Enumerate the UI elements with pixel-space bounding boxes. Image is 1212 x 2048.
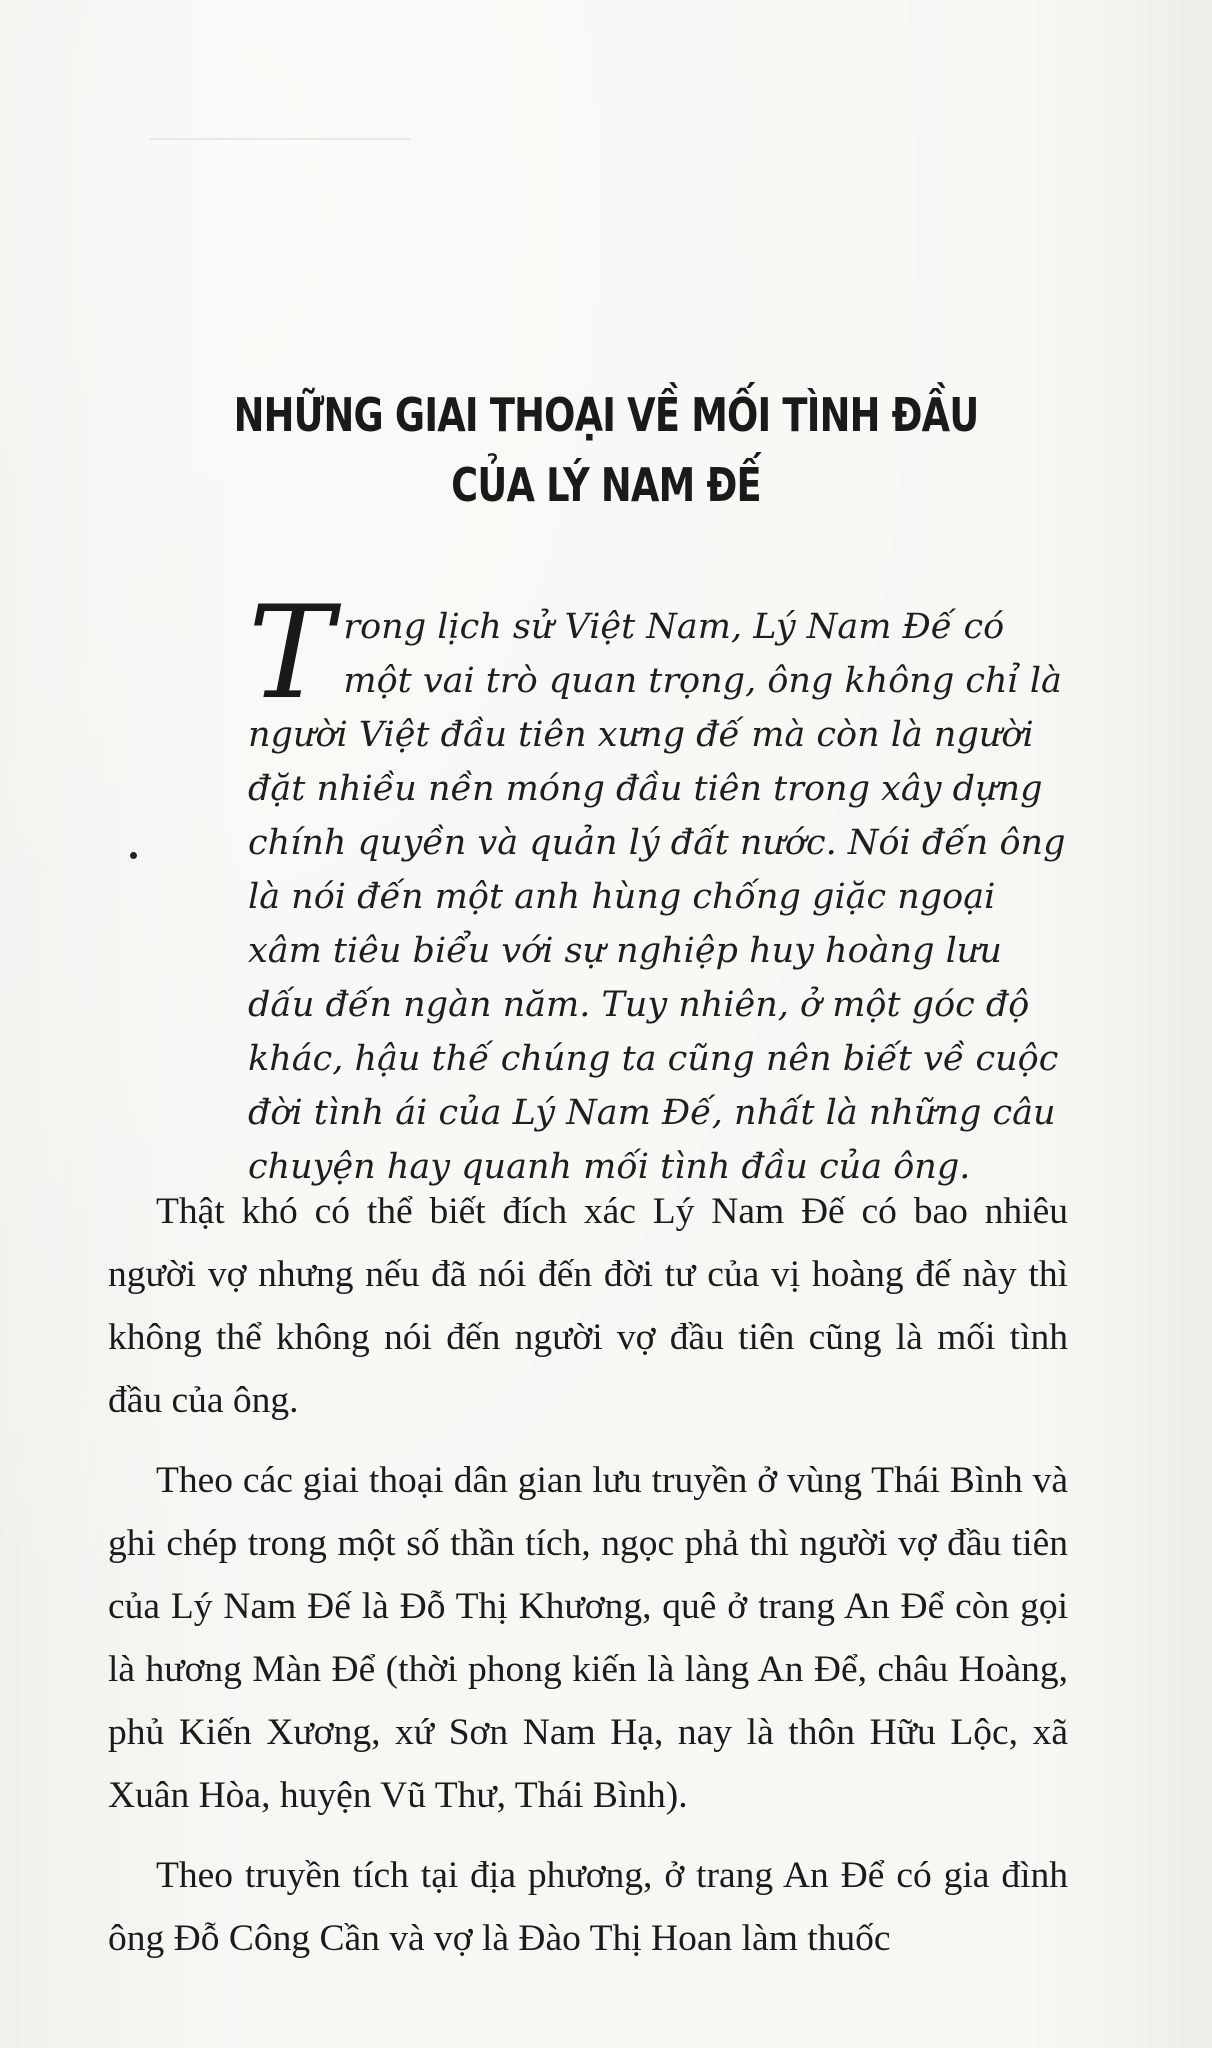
drop-cap: T [248, 579, 334, 728]
body-paragraph-3: Theo truyền tích tại địa phương, ở trang An Để có gia đình ông Đỗ Công Cần và vợ là Đào Thị Hoan làm thuốc [108, 1855, 1068, 1959]
body-paragraph-1: Thật khó có thể biết đích xác Lý Nam Đế có bao nhiêu người vợ nhưng nếu đã nói đến đời tư của vị hoàng đế này thì không thể không nói đến người vợ đầu tiên cũng là mối tình đầu của ông. [108, 1191, 1068, 1421]
intro-paragraph [248, 579, 1078, 1194]
chapter-title-line-2: CỦA LÝ NAM ĐẾ [451, 458, 761, 512]
intro-text: rong lịch sử Việt Nam, Lý Nam Đế có một vai trò quan trọng, ông không chỉ là người Việt đầu tiên xưng đế mà còn là người đặt nhiều nền móng đầu tiên trong xây dựng chính quyền và quản lý đất nước. Nói đến ông là nói đến một anh hùng chống giặc ngoại xâm tiêu biểu với sự nghiệp huy hoàng lưu dấu đến ngàn năm. Tuy nhiên, ở một góc độ khác, hậu thế chúng ta cũng nên biết về cuộc đời tình ái của Lý Nam Đế, nhất là những câu chuyện hay quanh mối tình đầu của ông. [248, 607, 1066, 1187]
bleed-through-mark [150, 138, 410, 140]
body-paragraph-2: Theo các giai thoại dân gian lưu truyền ở vùng Thái Bình và ghi chép trong một số thần tích, ngọc phả thì người vợ đầu tiên của Lý Nam Đế là Đỗ Thị Khương, quê ở trang An Để còn gọi là hương Màn Để (thời phong kiến là làng An Để, châu Hoàng, phủ Kiến Xương, xứ Sơn Nam Hạ, nay là thôn Hữu Lộc, xã Xuân Hòa, huyện Vũ Thư, Thái Bình). [108, 1460, 1068, 1816]
body-text [108, 1180, 1068, 1987]
chapter-title-line-1: NHỮNG GIAI THOẠI VỀ MỐI TÌNH ĐẦU [233, 388, 979, 442]
margin-dot [130, 852, 137, 859]
